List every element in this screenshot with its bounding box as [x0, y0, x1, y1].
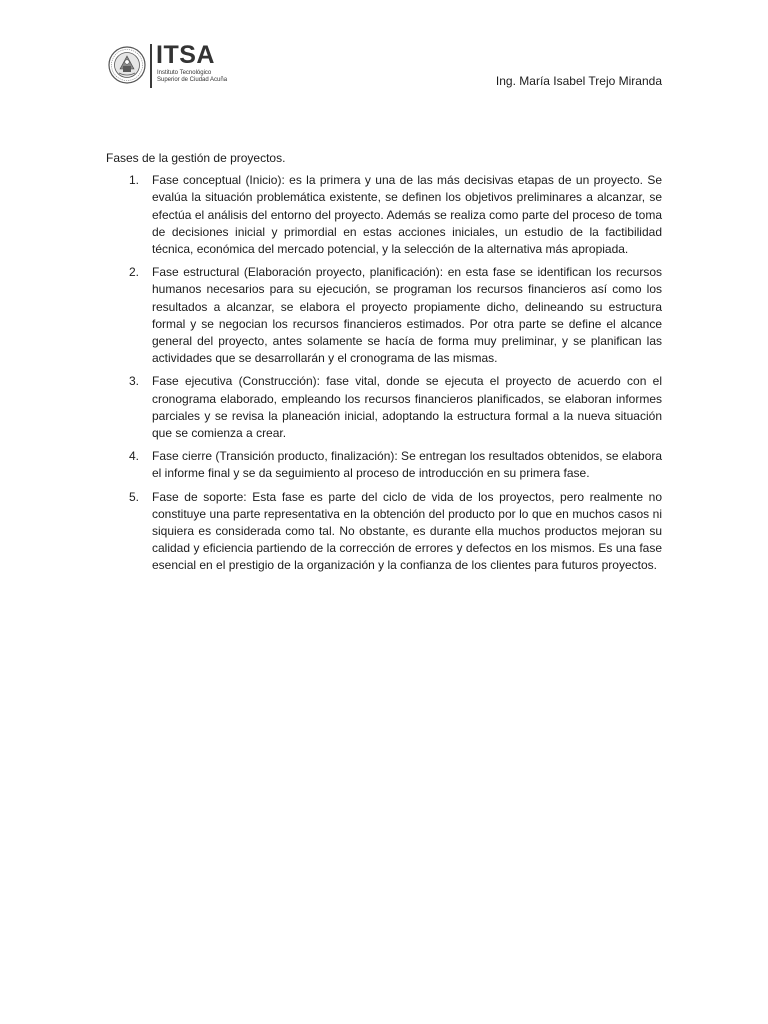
phase-item-1 — [106, 172, 662, 258]
logo-acronym: ITSA — [156, 41, 215, 69]
phase-number: 1. — [129, 173, 140, 188]
phase-item-3 — [106, 373, 662, 442]
page-header — [106, 42, 662, 94]
author-name: Ing. María Isabel Trejo Miranda — [495, 74, 662, 88]
logo-subtitle-line-1: Instituto Tecnológico — [157, 70, 212, 76]
phase-number: 3. — [129, 374, 140, 389]
phase-text: Fase estructural (Elaboración proyecto, planificación): en esta fase se identifican los recursos humanos necesarios para su ejecución, se programan los recursos financieros así como los resultados a alcanzar, se elabora el proyecto propiamente dicho, delineando su estructura formal y se negocian los recursos financieros estimados. Por otra parte se define el alcance general del proyecto, antes solamente se hacía de forma muy preliminar, y se planifican las actividades que se desarrollarán y el cronograma de las mismas. — [152, 265, 662, 366]
phase-item-5 — [106, 489, 662, 575]
phase-item-2 — [106, 264, 662, 367]
document-body — [106, 150, 662, 581]
institution-seal-icon — [108, 46, 146, 84]
phase-list — [106, 172, 662, 574]
phase-number: 4. — [129, 449, 140, 464]
logo-subtitle-line-2: Superior de Ciudad Acuña — [157, 77, 228, 83]
phase-item-4 — [106, 448, 662, 482]
phase-number: 5. — [129, 489, 140, 504]
phase-text: Fase de soporte: Esta fase es parte del ciclo de vida de los proyectos, pero realmente no constituye una parte representativa en la obtención del producto por lo que en muchos casos ni siquiera es considerada como tal. No obstante, es durante ella muchos productos mejoran su calidad y eficiencia partiendo de la corrección de errores y defectos en los mismos. Es una fase esencial en el prestigio de la organización y la confianza de los clientes para futuros proyectos. — [152, 489, 662, 573]
phase-number: 2. — [129, 265, 140, 280]
itsa-logo — [106, 42, 236, 90]
phase-text: Fase ejecutiva (Construcción): fase vital, donde se ejecuta el proyecto de acuerdo con el cronograma elaborado, empleando los recursos financieros planificados, se elaboran informes parciales y se revisa la planeación inicial, adoptando la estructura formal a la nueva situación que se comienza a crear. — [152, 374, 662, 441]
phase-text: Fase cierre (Transición producto, finalización): Se entregan los resultados obtenidos, se elabora el informe final y se da seguimiento al proceso de introducción en su primera fase. — [152, 449, 662, 481]
logo-divider — [150, 44, 152, 88]
document-intro: Fases de la gestión de proyectos. — [106, 151, 286, 165]
phase-text: Fase conceptual (Inicio): es la primera y una de las más decisivas etapas de un proyecto. Se evalúa la situación problemática existente, se definen los objetivos preliminares a alcanzar, se efectúa el análisis del entorno del proyecto. Además se realiza como parte del proceso de toma de decisiones inicial y primordial en estas acciones iniciales, un estudio de la factibilidad técnica, económica del mercado potencial, y la selección de la alternativa más apropiada. — [152, 173, 662, 257]
